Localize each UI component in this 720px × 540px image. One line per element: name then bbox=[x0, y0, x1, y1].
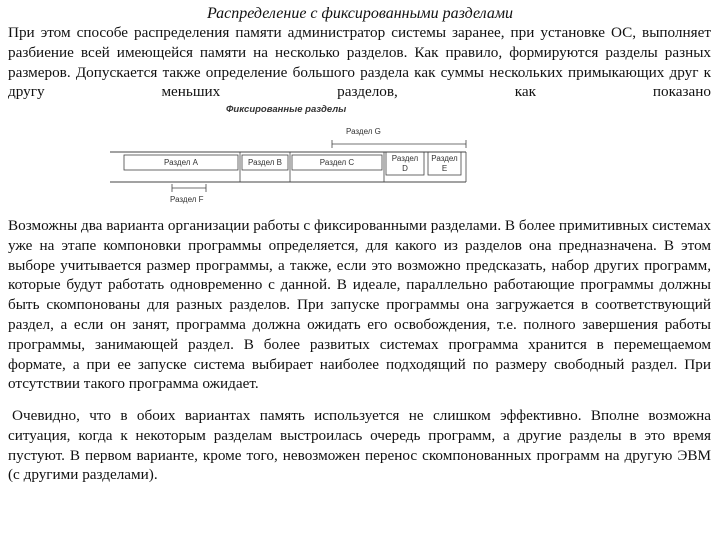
partition-d-letter: D bbox=[402, 164, 408, 173]
paragraph-conclusion: Очевидно, что в обоих вариантах память используется не слишком эффективно. Вполне возможна ситуация, когда к некоторым разделам выстроилась очередь программ, а другие разделы в это время пустуют. В первом варианте, кроме того, невозможен перенос скомпонованных программ на другую ЭВМ (с другими разделами). bbox=[8, 407, 711, 484]
partition-diagram-lines bbox=[110, 100, 480, 210]
partition-diagram bbox=[110, 100, 480, 210]
partition-e-letter: E bbox=[441, 164, 448, 173]
page-title: Распределение с фиксированными разделами bbox=[206, 5, 514, 22]
label-partition-g: Раздел G bbox=[346, 127, 381, 136]
diagram-title: Фиксированные разделы bbox=[226, 104, 347, 115]
paragraph-intro: При этом способе распределения памяти администратор системы заранее, при установке ОС, выполняет разбиение всей имеющейся памяти на несколько разделов. Как правило, формируются разделы разных размеров. Допускается также определение большого раздела как суммы нескольких примыкающих друг к другу меньших разделов, как показано bbox=[8, 24, 711, 101]
partition-d-label: Раздел bbox=[391, 154, 419, 163]
partition-b-label: Раздел B bbox=[248, 158, 282, 167]
partition-c-label: Раздел C bbox=[319, 158, 355, 167]
partition-a-label: Раздел A bbox=[164, 158, 198, 167]
label-partition-f: Раздел F bbox=[170, 195, 204, 204]
paragraph-variants: Возможны два варианта организации работы с фиксированными разделами. В более примитивных системах уже на этапе компоновки программы определяется, для какого из разделов она предназначена. В этом выборе учитывается размер программы, а также, если это возможно предсказать, набор других программ, которые будут работать одновременно с данной. В идеале, параллельно работающие программы должны быть скомпонованы для разных разделов. При запуске программы она загружается в соответствующий раздел, а если он занят, программа должна ожидать его освобождения, т.е. полного завершения работы программы, занимающей раздел. В более развитых системах программа хранится в перемещаемом формате, а при ее запуске система выбирает наиболее подходящий по размеру свободный раздел. При отсутствии такого программа ожидает. bbox=[8, 217, 711, 393]
partition-e-label: Раздел bbox=[431, 154, 458, 163]
